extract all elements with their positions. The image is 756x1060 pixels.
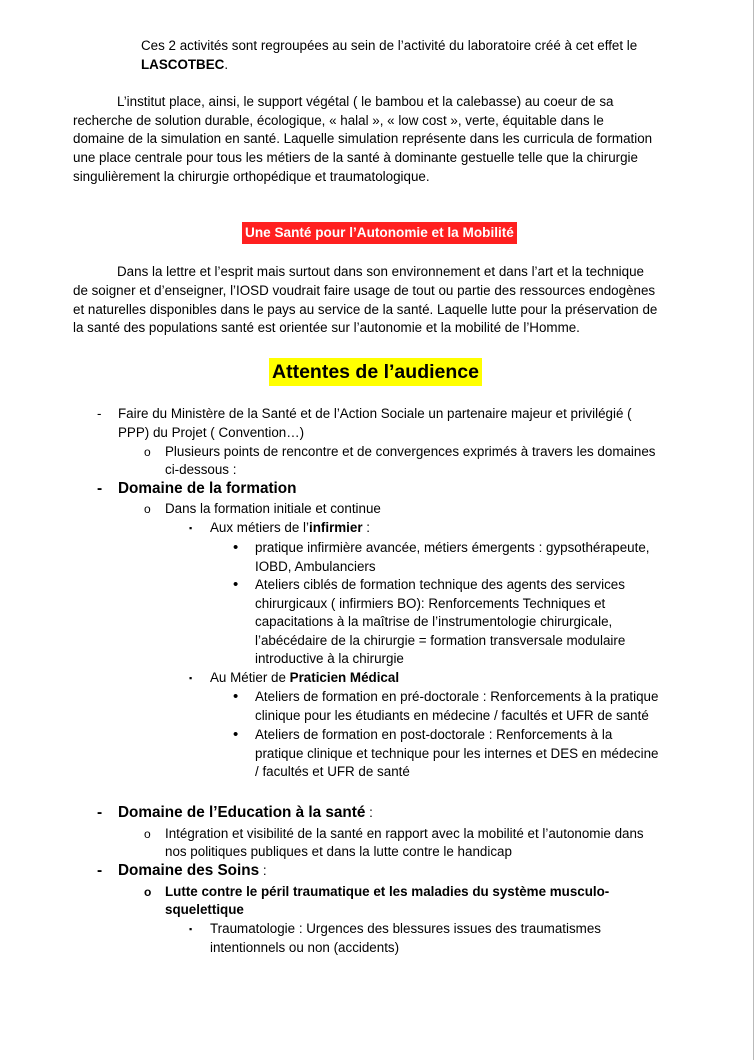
list-item-line: clinique pour les étudiants en médecine / facultés et UFR de santé: [255, 708, 649, 723]
list-item-line: ci-dessous :: [165, 462, 237, 477]
list-item-line: PPP) du Projet ( Convention…): [118, 425, 305, 440]
section-heading-sante-autonomie: Une Santé pour l’Autonomie et la Mobilité: [242, 222, 517, 244]
paragraph-line: de soigner et d’enseigner, l’IOSD voudrait faire usage de tout ou partie des ressources endogènes: [73, 283, 656, 298]
dot-bullet: •: [233, 688, 239, 705]
praticien-line: Au Métier de Praticien Médical: [210, 670, 400, 685]
paragraph-line: L’institut place, ainsi, le support végétal ( le bambou et la calebasse) au coeur de sa: [117, 94, 614, 109]
intro-lab-line: LASCOTBEC.: [141, 57, 229, 72]
paragraph-line: recherche de solution durable, écologique, « halal », « low cost », verte, équitable dans le: [73, 113, 604, 128]
domain-soins-title: Domaine des Soins: [118, 862, 260, 879]
paragraph-line: singulièrement la chirurgie orthopédique et traumatologique.: [73, 169, 430, 184]
domain-formation-title: Domaine de la formation: [118, 480, 297, 497]
circle-bullet: o: [144, 885, 152, 899]
circle-bullet: o: [144, 827, 151, 841]
list-item-line: pratique infirmière avancée, métiers émergents : gypsothérapeute,: [255, 540, 650, 555]
circle-bullet: o: [144, 502, 151, 516]
list-item-line: Ateliers ciblés de formation technique des agents des services: [255, 577, 625, 592]
domain-education-line: Domaine de l’Education à la santé :: [118, 804, 373, 821]
list-item-line: Traumatologie : Urgences des blessures issues des traumatismes: [210, 921, 601, 936]
paragraph-line: domaine de la simulation en santé. Laquelle simulation représente dans les curricula de formation: [73, 131, 653, 146]
dot-bullet: •: [233, 576, 239, 593]
intro-line: Ces 2 activités sont regroupées au sein de l’activité du laboratoire créé à cet effet le: [141, 38, 638, 53]
list-item-line: pratique clinique et technique pour les internes et DES en médecine: [255, 746, 659, 761]
dash-bullet: -: [97, 862, 103, 879]
list-item-line: Intégration et visibilité de la santé en rapport avec la mobilité et l’autonomie dans: [165, 826, 644, 841]
list-item-line: IOBD, Ambulanciers: [255, 559, 376, 574]
paragraph-line: une place centrale pour tous les métiers de la santé à dominante gestuelle telle que la chirurgie: [73, 150, 638, 165]
paragraph-line: la santé des populations santé est orientée sur l’autonomie et la mobilité de l’Homme.: [73, 320, 580, 335]
paragraph-line: Dans la lettre et l’esprit mais surtout dans son environnement et dans l’art et la technique: [117, 264, 644, 279]
list-item-line: Dans la formation initiale et continue: [165, 501, 381, 516]
square-bullet: ▪: [189, 673, 193, 683]
circle-bullet: o: [144, 445, 151, 459]
domain-education-title: Domaine de l’Education à la santé: [118, 804, 366, 821]
section-heading-attentes: Attentes de l’audience: [269, 358, 482, 386]
domain-soins-line: Domaine des Soins :: [118, 862, 267, 879]
square-bullet: ▪: [189, 924, 193, 934]
lab-name: LASCOTBEC: [141, 57, 225, 72]
list-item-line: nos politiques publiques et dans la lutte contre le handicap: [165, 844, 512, 859]
dot-bullet: •: [233, 726, 239, 743]
dot-bullet: •: [233, 539, 239, 556]
paragraph-line: et naturelles disponibles dans le pays au service de la santé. Laquelle lutte pour la préservation de: [73, 302, 658, 317]
list-item-line: capacitations à la maîtrise de l’instrumentologie chirurgicale,: [255, 614, 613, 629]
list-item-line: / facultés et UFR de santé: [255, 764, 410, 779]
list-item-line: squelettique: [165, 902, 244, 917]
list-item-line: Ateliers de formation en pré-doctorale : Renforcements à la pratique: [255, 689, 659, 704]
list-item-line: introductive à la chirurgie: [255, 651, 404, 666]
dash-bullet: -: [97, 406, 102, 421]
list-item-line: intentionnels ou non (accidents): [210, 940, 400, 955]
list-item-line: Faire du Ministère de la Santé et de l’Action Sociale un partenaire majeur et privilégié (: [118, 406, 632, 421]
list-item-line: Ateliers de formation en post-doctorale : Renforcements à la: [255, 727, 613, 742]
list-item-line: Plusieurs points de rencontre et de convergences exprimés à travers les domaines: [165, 444, 656, 459]
infirmier-line: Aux métiers de l’infirmier :: [210, 520, 371, 535]
square-bullet: ▪: [189, 523, 193, 533]
dash-bullet: -: [97, 480, 103, 497]
list-item-line: Lutte contre le péril traumatique et les maladies du système musculo-: [165, 884, 610, 899]
list-item-line: chirurgicaux ( infirmiers BO): Renforcements Techniques et: [255, 596, 606, 611]
dash-bullet: -: [97, 804, 103, 821]
list-item-line: l’abécédaire de la chirurgie = formation transversale modulaire: [255, 633, 626, 648]
